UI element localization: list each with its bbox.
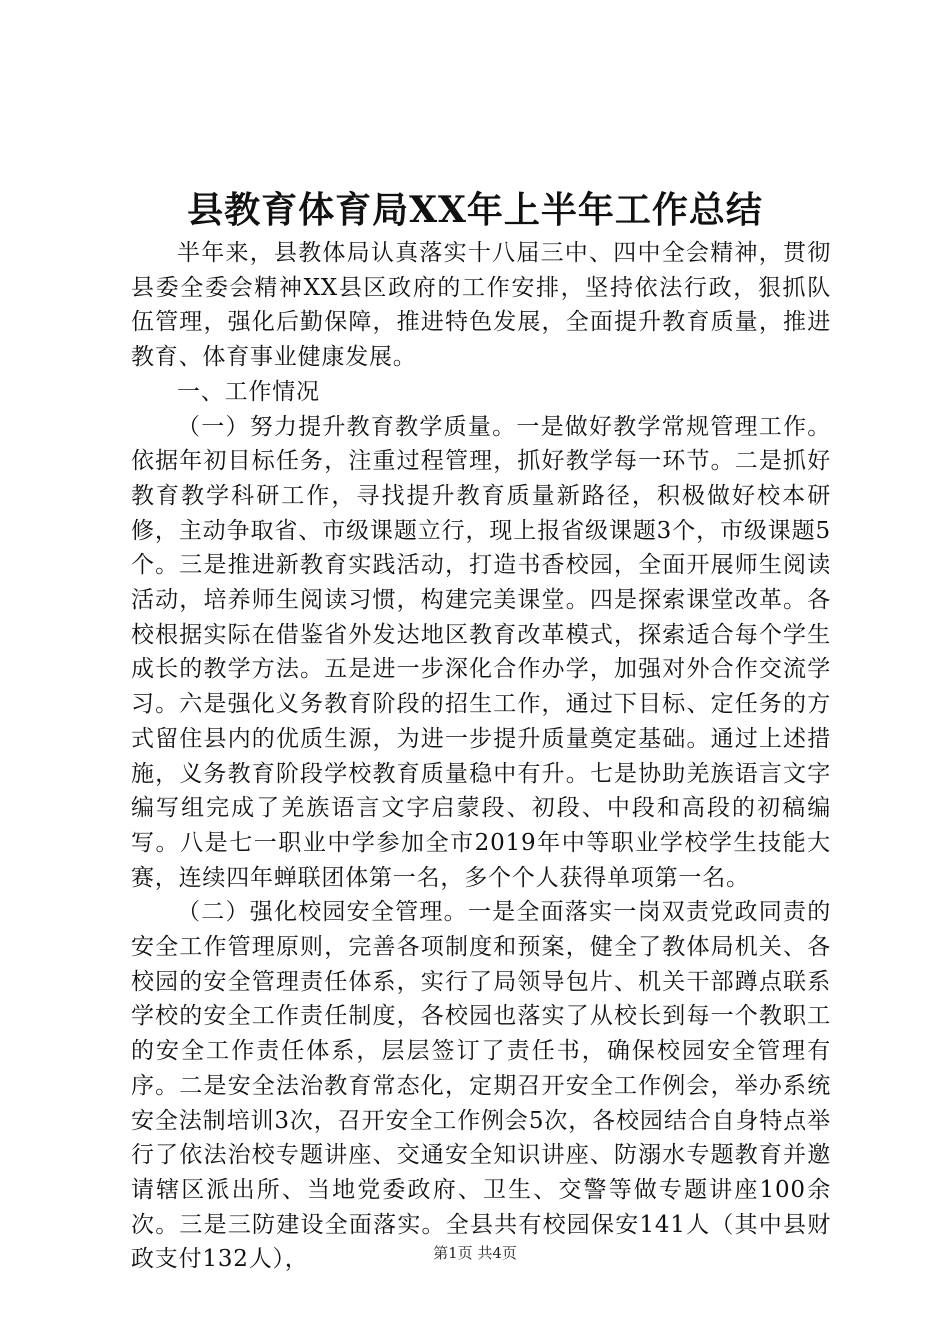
intro-paragraph: 半年来，县教体局认真落实十八届三中、四中全会精神，贯彻县委全委会精神XX县区政府的工作安排，坚持依法行政，狠抓队伍管理，强化后勤保障，推进特色发展，全面提升教育质量，推进教育、体育事业健康发展。 xyxy=(131,240,831,371)
section-heading: 一、工作情况 xyxy=(177,378,320,405)
paragraph-campus-safety: （二）强化校园安全管理。一是全面落实一岗双责党政同责的安全工作管理原则，完善各项制度和预案，健全了教体局机关、各校园的安全管理责任体系，实行了局领导包片、机关干部蹲点联系学校的安全工作责任制度，各校园也落实了从校长到每一个教职工的安全工作责任体系，层层签订了责任书，确保校园安全管理有序。二是安全法治教育常态化，定期召开安全工作例会，举办系统安全法制培训3次，召开安全工作例会5次，各校园结合自身特点举行了依法治校专题讲座、交通安全知识讲座、防溺水专题教育并邀请辖区派出所、当地党委政府、卫生、交警等做专题讲座100余次。三是三防建设全面落实。全县共有校园保安141人（其中县财政支付132人）， xyxy=(131,899,831,1273)
page-footer: 第1页 共4页 xyxy=(433,1244,517,1262)
document-body xyxy=(131,236,831,1277)
paragraph-teaching-quality: （一）努力提升教育教学质量。一是做好教学常规管理工作。依据年初目标任务，注重过程管理，抓好教学每一环节。二是抓好教育教学科研工作，寻找提升教育质量新路径，积极做好校本研修，主动争取省、市级课题立行，现上报省级课题3个，市级课题5个。三是推进新教育实践活动，打造书香校园，全面开展师生阅读活动，培养师生阅读习惯，构建完美课堂。四是探索课堂改革。各校根据实际在借鉴省外发达地区教育改革模式，探索适合每个学生成长的教学方法。五是进一步深化合作办学，加强对外合作交流学习。六是强化义务教育阶段的招生工作，通过下目标、定任务的方式留住县内的优质生源，为进一步提升质量奠定基础。通过上述措施，义务教育阶段学校教育质量稳中有升。七是协助羌族语言文字编写组完成了羌族语言文字启蒙段、初段、中段和高段的初稿编写。八是七一职业中学参加全市2019年中等职业学校学生技能大赛，连续四年蝉联团体第一名，多个个人获得单项第一名。 xyxy=(131,413,831,891)
document-title: 县教育体育局XX年上半年工作总结 xyxy=(187,189,763,231)
